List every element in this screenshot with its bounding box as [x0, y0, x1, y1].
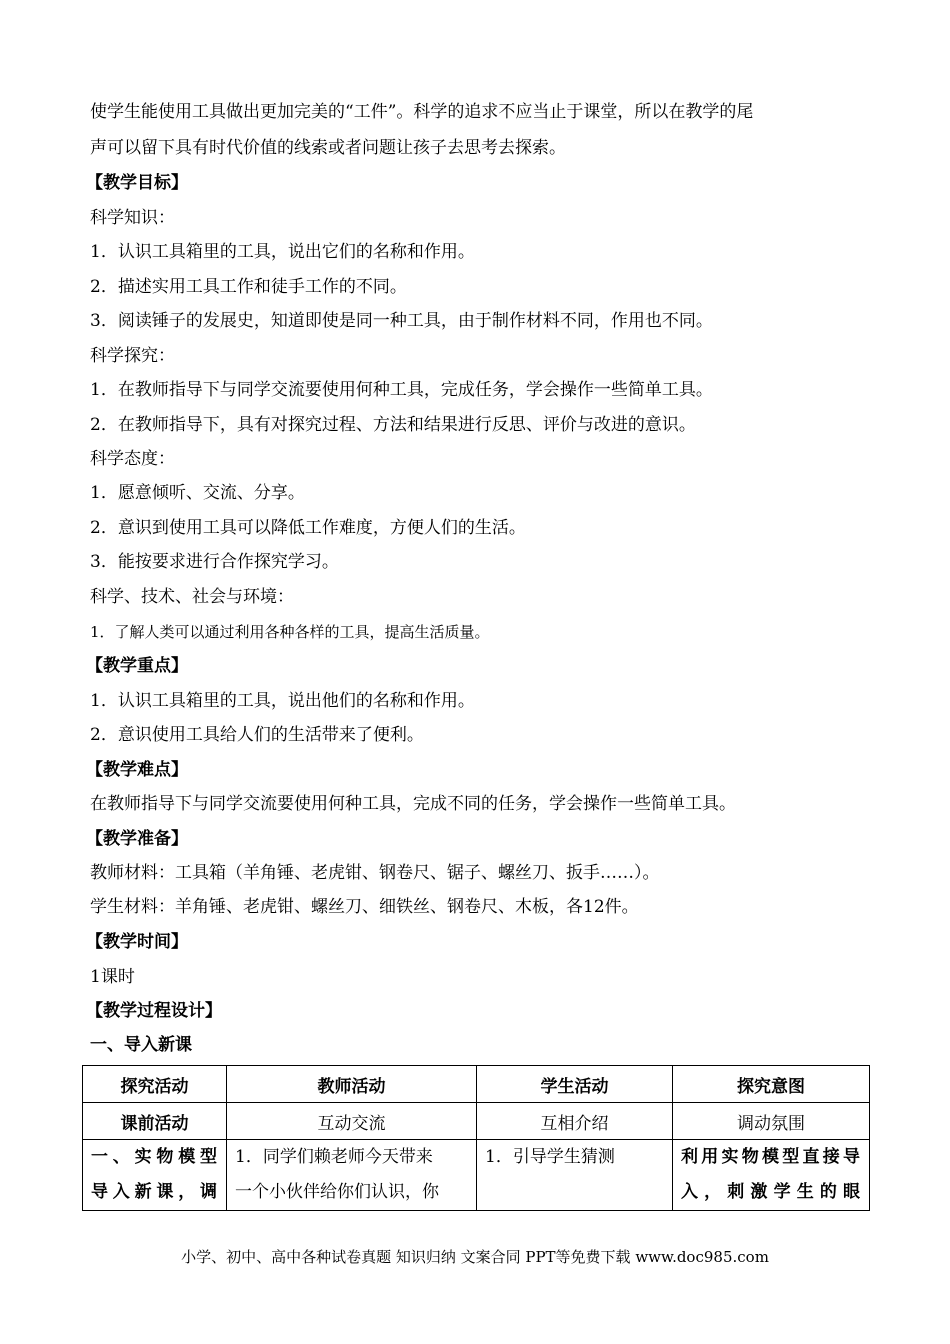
- subheading-inquiry: 科学探究：: [90, 346, 175, 366]
- subheading-knowledge: 科学知识：: [90, 208, 175, 228]
- student-materials: 学生材料：羊角锤、老虎钳、螺丝刀、细铁丝、钢卷尺、木板，各12件。: [90, 897, 639, 917]
- cell-line: 1．引导学生猜测: [485, 1147, 615, 1167]
- table-row: [83, 1140, 870, 1211]
- table-header-cell: 探究意图: [673, 1066, 870, 1103]
- table-header-cell: 教师活动: [227, 1066, 477, 1103]
- attitude-item-3: 3．能按要求进行合作探究学习。: [90, 552, 339, 572]
- key-point-2: 2．意识使用工具给人们的生活带来了便利。: [90, 725, 424, 745]
- time-text: 1课时: [90, 967, 135, 987]
- table-cell: 调动氛围: [673, 1103, 870, 1140]
- cell-line: 一、实物模型: [91, 1147, 218, 1167]
- teacher-materials: 教师材料：工具箱（羊角锤、老虎钳、钢卷尺、锯子、螺丝刀、扳手……）。: [90, 863, 660, 883]
- subheading-stse: 科学、技术、社会与环境：: [90, 587, 294, 607]
- table-cell: [477, 1140, 673, 1211]
- table-header-cell: 学生活动: [477, 1066, 673, 1103]
- table-cell: 课前活动: [83, 1103, 227, 1140]
- section-heading-process: 【教学过程设计】: [86, 1001, 222, 1021]
- inquiry-item-2: 2．在教师指导下，具有对探究过程、方法和结果进行反思、评价与改进的意识。: [90, 415, 696, 435]
- table-cell: 互相介绍: [477, 1103, 673, 1140]
- table-cell: [83, 1140, 227, 1211]
- subsection-heading-intro: 一、导入新课: [90, 1035, 192, 1055]
- inquiry-item-1: 1．在教师指导下与同学交流要使用何种工具，完成任务，学会操作一些简单工具。: [90, 380, 713, 400]
- section-heading-key-points: 【教学重点】: [86, 656, 188, 676]
- cell-line: 入，刺激学生的眼: [681, 1182, 861, 1202]
- intro-line-2: 声可以留下具有时代价值的线索或者问题让孩子去思考去探索。: [90, 138, 566, 158]
- table-row: [83, 1103, 870, 1140]
- cell-line: 导入新课，调: [91, 1182, 218, 1202]
- cell-line: 1．同学们赖老师今天带来: [235, 1147, 433, 1167]
- section-heading-difficulties: 【教学难点】: [86, 760, 188, 780]
- section-heading-time: 【教学时间】: [86, 932, 188, 952]
- table-cell: [227, 1140, 477, 1211]
- lesson-table: [82, 1065, 870, 1211]
- difficulty-text: 在教师指导下与同学交流要使用何种工具，完成不同的任务，学会操作一些简单工具。: [90, 794, 736, 814]
- table-header-cell: 探究活动: [83, 1066, 227, 1103]
- subheading-attitude: 科学态度：: [90, 449, 175, 469]
- table-header-row: [83, 1066, 870, 1103]
- key-point-1: 1．认识工具箱里的工具，说出他们的名称和作用。: [90, 691, 475, 711]
- intro-line-1: 使学生能使用工具做出更加完美的“工件”。科学的追求不应当止于课堂，所以在教学的尾: [90, 102, 754, 122]
- page-footer: 小学、初中、高中各种试卷真题 知识归纳 文案合同 PPT等免费下载 www.doc985.com: [181, 1248, 769, 1266]
- knowledge-item-1: 1．认识工具箱里的工具，说出它们的名称和作用。: [90, 242, 475, 262]
- knowledge-item-2: 2．描述实用工具工作和徒手工作的不同。: [90, 277, 407, 297]
- section-heading-objectives: 【教学目标】: [86, 173, 188, 193]
- attitude-item-1: 1．愿意倾听、交流、分享。: [90, 483, 305, 503]
- attitude-item-2: 2．意识到使用工具可以降低工作难度，方便人们的生活。: [90, 518, 526, 538]
- knowledge-item-3: 3．阅读锤子的发展史，知道即使是同一种工具，由于制作材料不同，作用也不同。: [90, 311, 713, 331]
- cell-line: 利用实物模型直接导: [681, 1147, 861, 1167]
- stse-item-1: 1．了解人类可以通过利用各种各样的工具，提高生活质量。: [90, 623, 490, 641]
- table-cell: 互动交流: [227, 1103, 477, 1140]
- table-cell: [673, 1140, 870, 1211]
- cell-line: 一个小伙伴给你们认识，你: [235, 1182, 439, 1202]
- section-heading-preparation: 【教学准备】: [86, 829, 188, 849]
